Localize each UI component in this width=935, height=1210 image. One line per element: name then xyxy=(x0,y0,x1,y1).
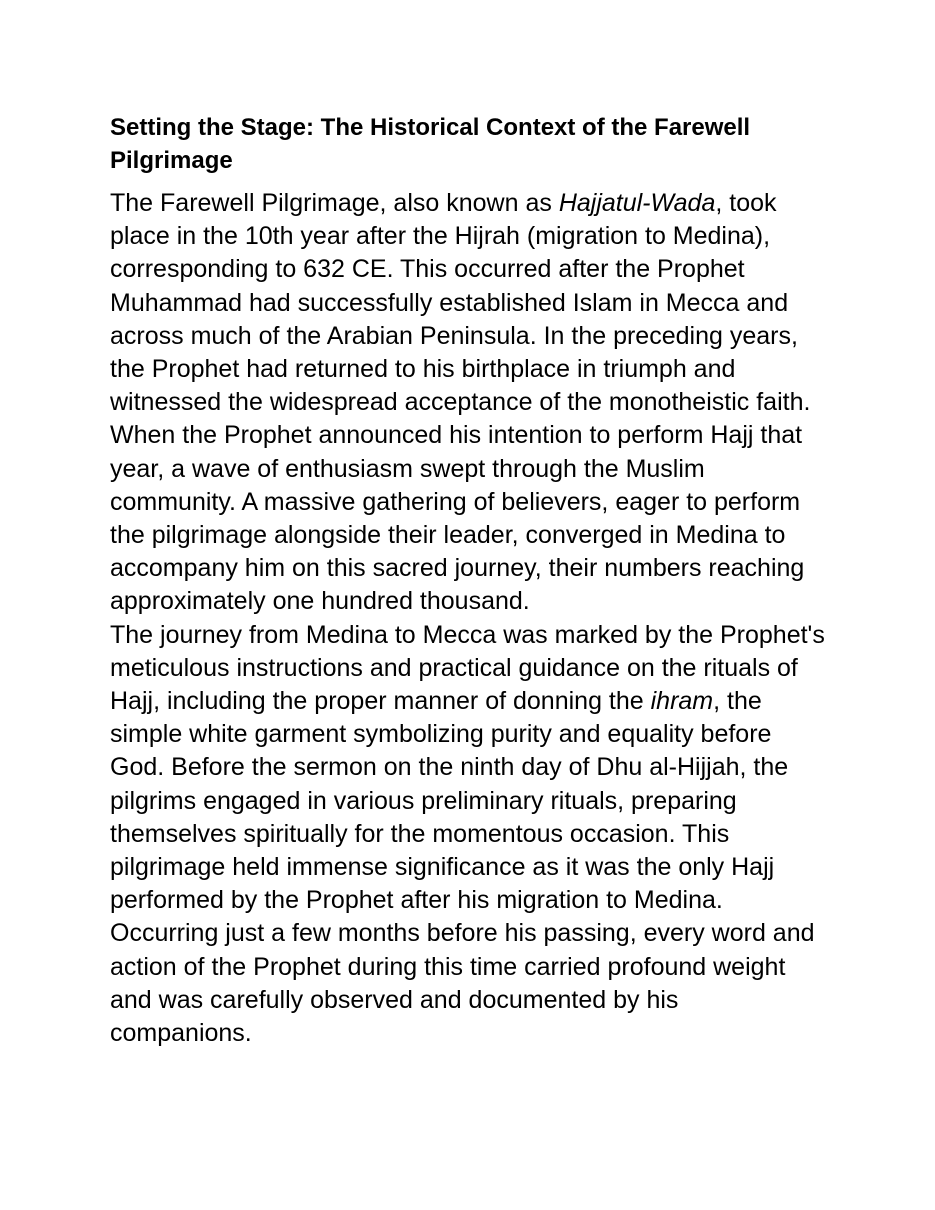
section-heading: Setting the Stage: The Historical Context of the Farewell Pilgrimage xyxy=(110,114,751,174)
paragraph-2 xyxy=(110,619,825,1051)
paragraph-1-text-b: , took place in the 10th year after the Hijrah (migration to Medina), corresponding to 632 CE. This occurred after the Prophet Muhammad had successfully established Islam in Mecca and across much of the Arabian Peninsula. In the preceding years, the Prophet had returned to his birthplace in triumph and witnessed the widespread acceptance of the monotheistic faith. When the Prophet announced his intention to perform Hajj that year, a wave of enthusiasm swept through the Muslim community. A massive gathering of believers, eager to perform the pilgrimage alongside their leader, converged in Medina to accompany him on this sacred journey, their numbers reaching approximately one hundred thousand. xyxy=(110,189,811,616)
document-page xyxy=(110,111,825,1050)
paragraph-1-italic-term: Hajjatul-Wada xyxy=(558,189,716,217)
paragraph-1-text-a: The Farewell Pilgrimage, also known as xyxy=(110,189,559,217)
paragraph-1 xyxy=(110,187,825,619)
paragraph-2-italic-term: ihram xyxy=(650,687,714,716)
paragraph-2-text-a: The journey from Medina to Mecca was marked by the Prophet's meticulous instructions and practical guidance on the rituals of Hajj, including the proper manner of donning the xyxy=(110,620,825,716)
paragraph-2-text-b: , the simple white garment symbolizing purity and equality before God. Before the sermon on the ninth day of Dhu al-Hijjah, the pilgrims engaged in various preliminary rituals, preparing themselves spiritually for the momentous occasion. This pilgrimage held immense significance as it was the only Hajj performed by the Prophet after his migration to Medina. Occurring just a few months before his passing, every word and action of the Prophet during this time carried profound weight and was carefully observed and documented by his companions. xyxy=(110,687,815,1048)
